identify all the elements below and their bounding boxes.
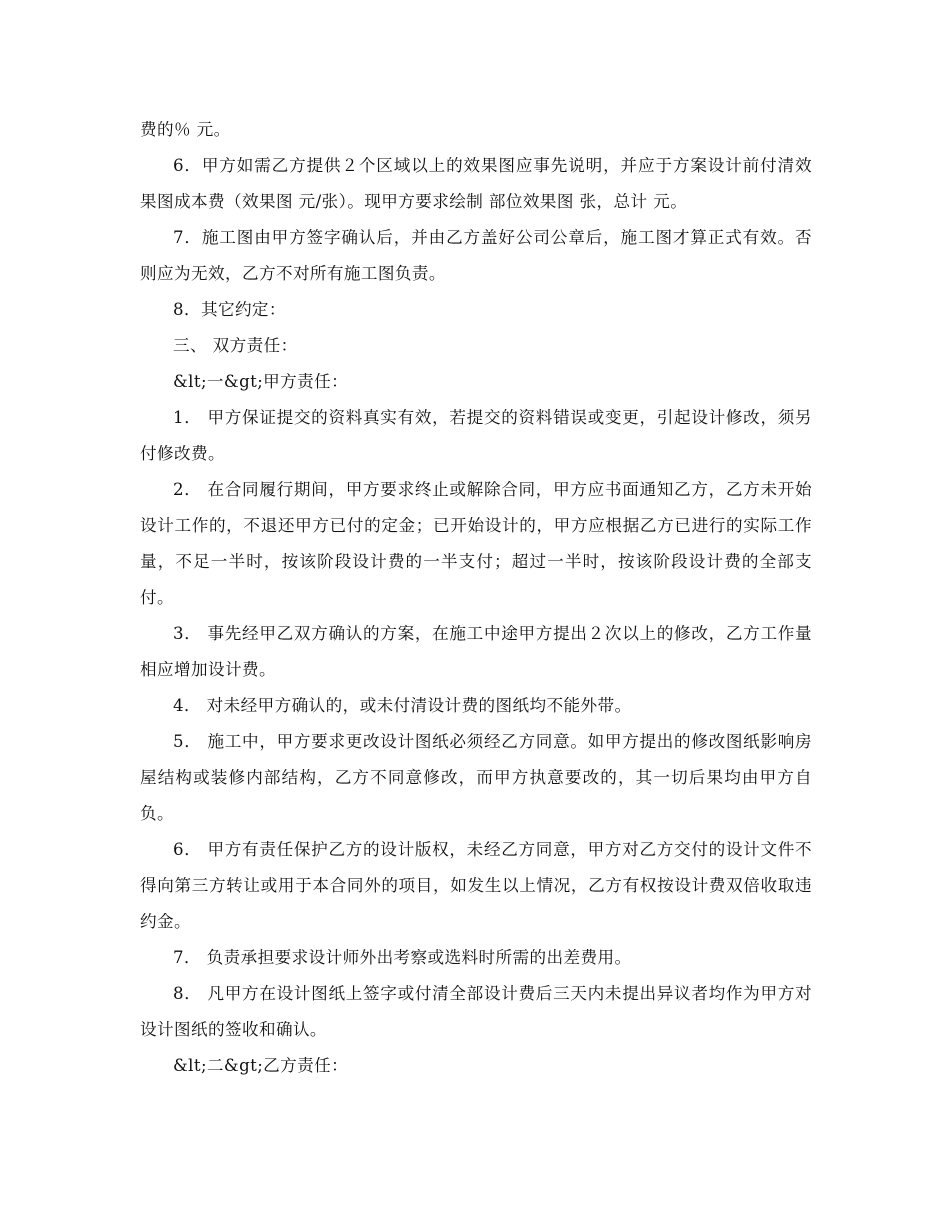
- subsection-heading-party-a: &lt;一&gt;甲方责任：: [173, 372, 349, 391]
- paragraph-13: 7． 负责承担要求设计师外出考察或选料时所需的出差费用。: [173, 948, 632, 967]
- paragraph-9: 3． 事先经甲乙双方确认的方案，在施工中途甲方提出２次以上的修改，乙方工作量相应增加设计费。: [140, 624, 812, 679]
- paragraph-11: 5． 施工中，甲方要求更改设计图纸必须经乙方同意。如甲方提出的修改图纸影响房屋结构或装修内部结构，乙方不同意修改，而甲方执意要改的，其一切后果均由甲方自负。: [140, 732, 812, 823]
- paragraph-7: 1． 甲方保证提交的资料真实有效，若提交的资料错误或变更，引起设计修改，须另付修改费。: [140, 408, 812, 463]
- section-heading-mutual-responsibilities: 三、 双方责任：: [173, 336, 298, 355]
- paragraph-1: 费的％ 元。: [140, 120, 231, 139]
- paragraph-4: 8．其它约定：: [173, 300, 286, 319]
- paragraph-3: 7．施工图由甲方签字确认后，并由乙方盖好公司公章后，施工图才算正式有效。否则应为无效，乙方不对所有施工图负责。: [140, 228, 812, 283]
- paragraph-12: 6． 甲方有责任保护乙方的设计版权，未经乙方同意，甲方对乙方交付的设计文件不得向第三方转让或用于本合同外的项目，如发生以上情况，乙方有权按设计费双倍收取违约金。: [140, 840, 812, 931]
- paragraph-10: 4． 对未经甲方确认的，或未付清设计费的图纸均不能外带。: [173, 696, 632, 715]
- paragraph-14: 8． 凡甲方在设计图纸上签字或付清全部设计费后三天内未提出异议者均作为甲方对设计图纸的签收和确认。: [140, 984, 812, 1039]
- document-body: [140, 112, 812, 1084]
- subsection-heading-party-b: &lt;二&gt;乙方责任：: [173, 1056, 349, 1075]
- paragraph-8: 2． 在合同履行期间，甲方要求终止或解除合同，甲方应书面通知乙方，乙方未开始设计工作的，不退还甲方已付的定金；已开始设计的，甲方应根据乙方已进行的实际工作量，不足一半时，按该阶段设计费的一半支付；超过一半时，按该阶段设计费的全部支付。: [140, 480, 812, 607]
- paragraph-2: 6．甲方如需乙方提供２个区域以上的效果图应事先说明，并应于方案设计前付清效果图成本费（效果图 元/张）。现甲方要求绘制 部位效果图 张，总计 元。: [140, 156, 812, 211]
